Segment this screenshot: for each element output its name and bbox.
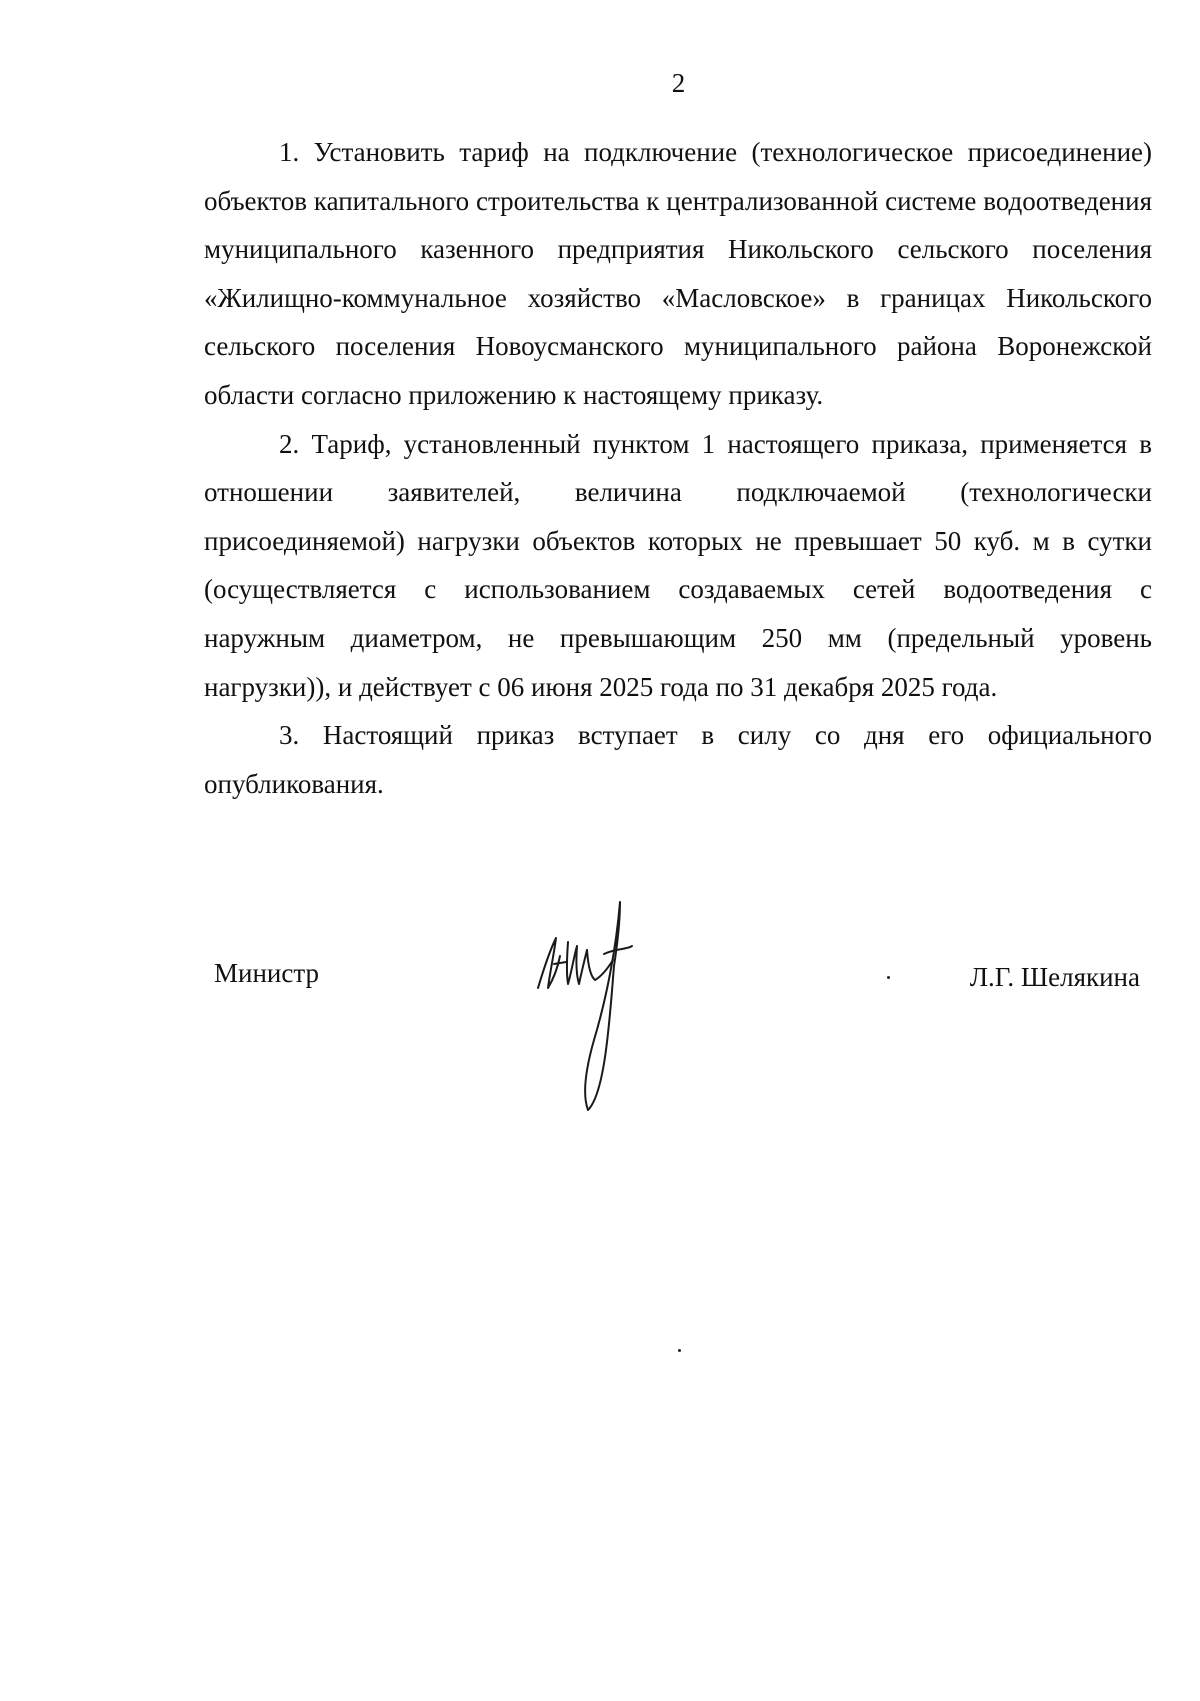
paragraph-2: 2. Тариф, установленный пунктом 1 настоящего приказа, применяется в отношении заявителей, величина подключаемой (технологически присоединяемой) нагрузки объектов которых не превышает 50 куб. м в сутки (осуществляется с использованием создаваемых сетей водоотведения с наружным диаметром, не превышающим 250 мм (предельный уровень нагрузки)), и действует с 06 июня 2025 года по 31 декабря 2025 года. [204, 428, 1152, 702]
handwritten-signature [520, 880, 680, 1120]
paragraph-3: 3. Настоящий приказ вступает в силу со дня его официального опубликования. [204, 720, 1152, 799]
scan-speck [678, 1349, 681, 1352]
scan-speck [887, 976, 890, 979]
paragraph-1: 1. Установить тариф на подключение (технологическое присоединение) объектов капитального строительства к централизованной системе водоотведения муниципального казенного предприятия Никольского сельского поселения «Жилищно-коммунальное хозяйство «Масловское» в границах Никольского сельского поселения Новоусманского муниципального района Воронежской области согласно приложению к настоящему приказу. [204, 137, 1152, 410]
signature-block [0, 880, 1200, 1120]
signer-title: Министр [214, 958, 319, 988]
document-body [204, 128, 1152, 808]
signer-name: Л.Г. Шелякина [969, 962, 1140, 992]
page-number: 2 [671, 68, 686, 98]
